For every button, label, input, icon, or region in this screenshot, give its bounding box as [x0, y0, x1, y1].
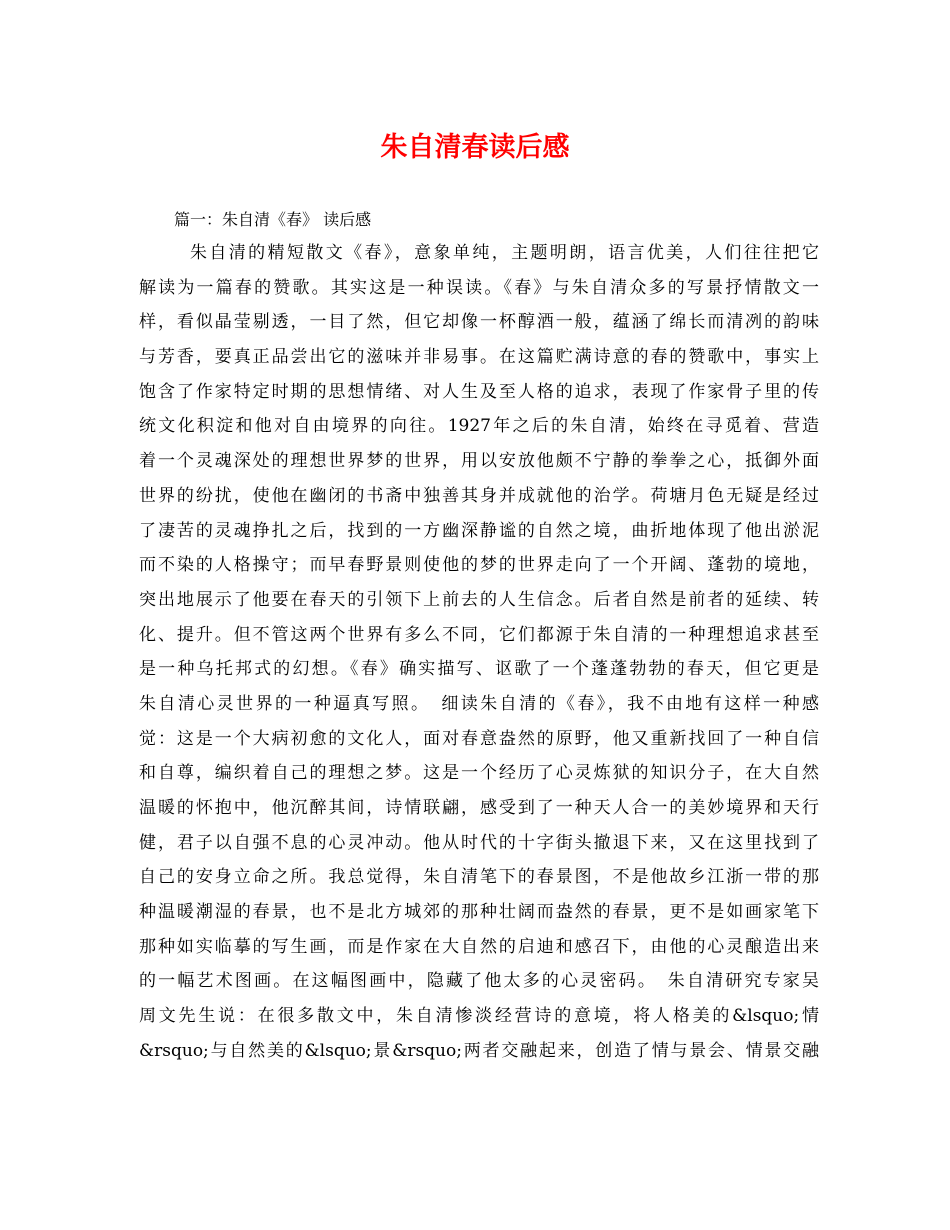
text-line: 温暖的怀抱中，他沉醉其间，诗情联翩，感受到了一种天人合一的美妙境界和天行	[139, 798, 819, 818]
text-line: 和自尊，编织着自己的理想之梦。这是一个经历了心灵炼狱的知识分子，在大自然	[139, 763, 819, 784]
text-line: 而不染的人格操守；而早春野景则使他的梦的世界走向了一个开阔、蓬勃的境地，	[139, 555, 819, 576]
text-line: 朱自清的精短散文《春》，意象单纯，主题明朗，语言优美，人们往往把它	[190, 243, 819, 263]
text-line: 统文化积淀和他对自由境界的向往。1927年之后的朱自清，始终在寻觅着、营造	[139, 416, 819, 437]
text-line: 健，君子以自强不息的心灵冲动。他从时代的十字街头撤退下来，又在这里找到了	[139, 832, 819, 853]
text-line: 解读为一篇春的赞歌。其实这是一种误读。《春》与朱自清众多的写景抒情散文一	[139, 277, 819, 298]
text-line: 与芳香，要真正品尝出它的滋味并非易事。在这篇贮满诗意的春的赞歌中，事实上	[139, 347, 819, 368]
text-line: 那种如实临摹的写生画，而是作家在大自然的启迪和感召下，由他的心灵酿造出来	[139, 936, 819, 957]
text-line: 样，看似晶莹剔透，一目了然，但它却像一杯醇酒一般，蕴涵了绵长而清冽的韵味	[139, 312, 819, 333]
document-title: 朱自清春读后感	[380, 132, 570, 163]
body-paragraph	[139, 236, 819, 1069]
text-line: 是一种乌托邦式的幻想。《春》确实描写、讴歌了一个蓬蓬勃勃的春天，但它更是	[139, 659, 819, 680]
text-line: 了凄苦的灵魂挣扎之后，找到的一方幽深静谧的自然之境，曲折地体现了他出淤泥	[139, 520, 819, 541]
text-line: 着一个灵魂深处的理想世界梦的世界，用以安放他颇不宁静的拳拳之心，抵御外面	[139, 451, 819, 472]
text-line: &rsquo;与自然美的&lsquo;景&rsquo;两者交融起来，创造了情与景会、情景交融	[139, 1040, 819, 1061]
text-line: 觉：这是一个大病初愈的文化人，面对春意盎然的原野，他又重新找回了一种自信	[139, 728, 819, 749]
text-line: 种温暖潮湿的春景，也不是北方城郊的那种壮阔而盎然的春景，更不是如画家笔下	[139, 902, 819, 923]
text-line: 世界的纷扰，使他在幽闭的书斋中独善其身并成就他的治学。荷塘月色无疑是经过	[139, 485, 819, 506]
text-line: 化、提升。但不管这两个世界有多么不同，它们都源于朱自清的一种理想追求甚至	[139, 624, 819, 645]
text-line: 饱含了作家特定时期的思想情绪、对人生及至人格的追求，表现了作家骨子里的传	[139, 381, 819, 402]
text-line: 周文先生说：在很多散文中，朱自清惨淡经营诗的意境，将人格美的&lsquo;情	[139, 1006, 819, 1027]
section-heading: 篇一：朱自清《春》 读后感	[174, 210, 372, 229]
text-line: 突出地展示了他要在春天的引领下上前去的人生信念。后者自然是前者的延续、转	[139, 589, 819, 610]
text-line: 的一幅艺术图画。在这幅图画中，隐藏了他太多的心灵密码。 朱自清研究专家吴	[139, 971, 819, 992]
text-line: 朱自清心灵世界的一种逼真写照。 细读朱自清的《春》，我不由地有这样一种感	[139, 693, 819, 714]
text-line: 自己的安身立命之所。我总觉得，朱自清笔下的春景图，不是他故乡江浙一带的那	[139, 867, 819, 888]
